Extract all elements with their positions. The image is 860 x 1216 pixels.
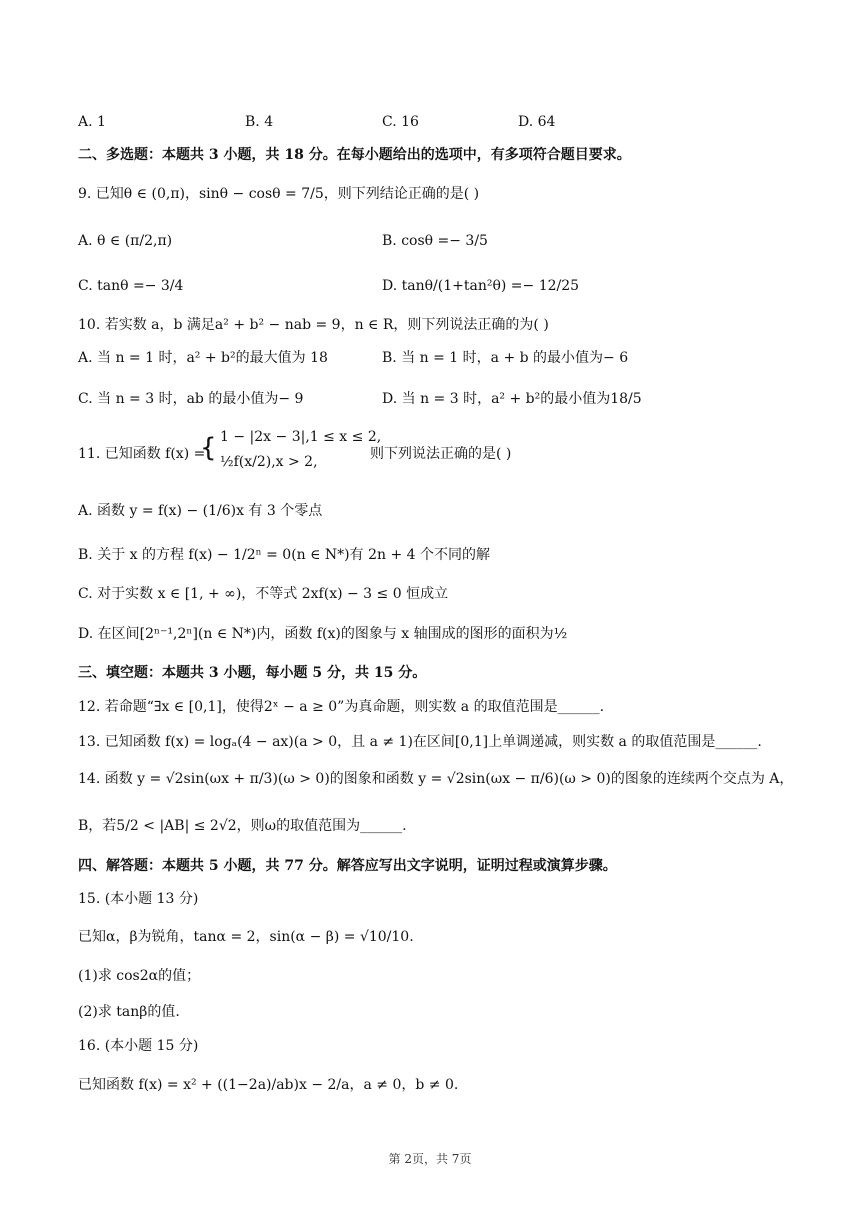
q14-line-1: 14. 函数 y = √2sin(ωx + π/3)(ω > 0)的图象和函数 y = √2sin(ωx − π/6)(ω > 0)的图象的连续两个交点为 A， — [78, 771, 794, 787]
section4-heading: 四、解答题：本题共 5 小题，共 77 分。解答应写出文字说明，证明过程或演算步骤。 — [78, 858, 617, 874]
q11-stem-suffix: 则下列说法正确的是( ) — [370, 446, 512, 462]
q15-part-2: (2)求 tanβ的值. — [78, 1004, 180, 1020]
q15-given: 已知α，β为锐角，tanα = 2，sin(α − β) = √10/10. — [78, 929, 414, 945]
q8-option-c: C. 16 — [382, 114, 419, 130]
q11-piecewise-brace: { — [200, 433, 217, 463]
q11-case-2: ½f(x/2),x > 2, — [220, 454, 318, 470]
q11-option-d: D. 在区间[2ⁿ⁻¹,2ⁿ](n ∈ N*)内，函数 f(x)的图象与 x 轴围成的图形的面积为½ — [78, 626, 568, 642]
section2-heading: 二、多选题：本题共 3 小题，共 18 分。在每小题给出的选项中，有多项符合题目要求。 — [78, 147, 631, 163]
q11-option-a: A. 函数 y = f(x) − (1/6)x 有 3 个零点 — [78, 503, 323, 519]
q13: 13. 已知函数 f(x) = logₐ(4 − ax)(a > 0，且 a ≠ 1)在区间[0,1]上单调递减，则实数 a 的取值范围是______. — [78, 734, 762, 750]
q10-option-a: A. 当 n = 1 时，a² + b²的最大值为 18 — [78, 350, 328, 366]
q9-option-a: A. θ ∈ (π/2,π) — [78, 233, 173, 249]
q11-option-b: B. 关于 x 的方程 f(x) − 1/2ⁿ = 0(n ∈ N*)有 2n + 4 个不同的解 — [78, 547, 491, 563]
q11-case-1: 1 − |2x − 3|,1 ≤ x ≤ 2, — [220, 429, 382, 445]
q8-option-d: D. 64 — [518, 114, 556, 130]
q15-header: 15. (本小题 13 分) — [78, 891, 199, 907]
q10-stem: 10. 若实数 a，b 满足a² + b² − nab = 9，n ∈ R，则下列说法正确的为( ) — [78, 317, 549, 333]
q14-line-2: B，若5/2 < |AB| ≤ 2√2，则ω的取值范围为______. — [78, 818, 407, 834]
q8-option-a: A. 1 — [78, 114, 106, 130]
q11-option-c: C. 对于实数 x ∈ [1, + ∞)，不等式 2xf(x) − 3 ≤ 0 恒成立 — [78, 586, 449, 602]
q9-stem: 9. 已知θ ∈ (0,π)，sinθ − cosθ = 7/5，则下列结论正确的是( ) — [78, 186, 480, 202]
q9-option-c: C. tanθ =− 3/4 — [78, 278, 184, 294]
page-footer: 第 2页，共 7页 — [388, 1152, 472, 1166]
section3-heading: 三、填空题：本题共 3 小题，每小题 5 分，共 15 分。 — [78, 665, 427, 681]
q15-part-1: (1)求 cos2α的值； — [78, 968, 201, 984]
q8-option-b: B. 4 — [245, 114, 274, 130]
q9-option-b: B. cosθ =− 3/5 — [382, 233, 488, 249]
q9-option-d: D. tanθ/(1+tan²θ) =− 12/25 — [382, 278, 580, 294]
q10-option-b: B. 当 n = 1 时，a + b 的最小值为− 6 — [382, 350, 629, 366]
q16-given: 已知函数 f(x) = x² + ((1−2a)/ab)x − 2/a，a ≠ 0，b ≠ 0. — [78, 1077, 459, 1093]
q10-option-c: C. 当 n = 3 时，ab 的最小值为− 9 — [78, 391, 304, 407]
q16-header: 16. (本小题 15 分) — [78, 1038, 199, 1054]
q11-stem-prefix: 11. 已知函数 f(x) = — [78, 446, 206, 462]
q12: 12. 若命题“∃x ∈ [0,1]，使得2ˣ − a ≥ 0”为真命题，则实数 a 的取值范围是______. — [78, 699, 605, 715]
q10-option-d: D. 当 n = 3 时，a² + b²的最小值为18/5 — [382, 391, 642, 407]
